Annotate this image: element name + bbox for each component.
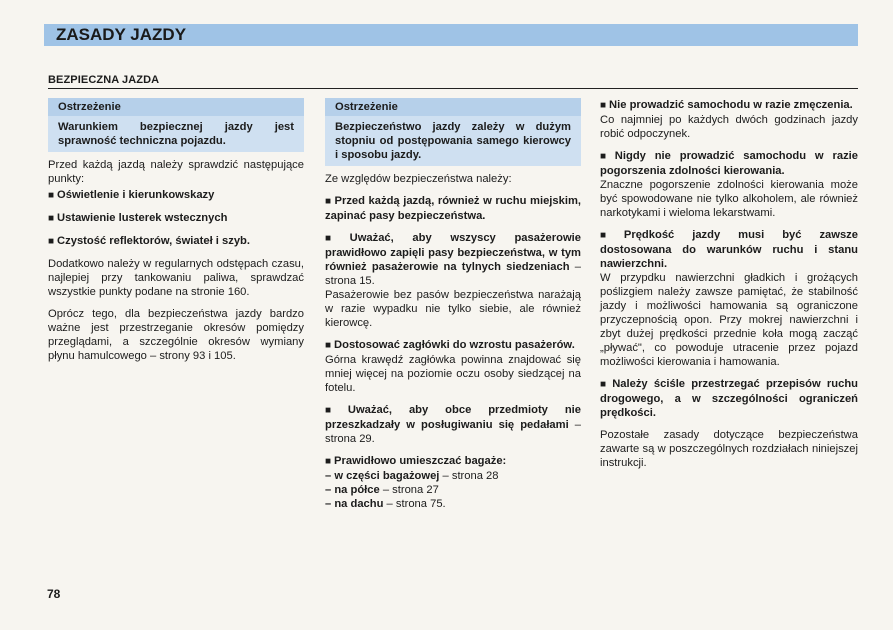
check-item: ■ Czystość reflektorów, świateł i szyb. (48, 235, 250, 247)
warning-text: Bezpieczeństwo jazdy zależy w dużym stopniu od postępowania samego kierowcy i sposobu jazdy. (335, 121, 571, 161)
column-3 (600, 98, 858, 478)
bullet-square-icon: ■ (600, 230, 621, 241)
rule-text: W przypdku nawierzchni gładkich i grożących poślizgiem należy zawsze pamiętać, że stabilność jazdy i możliwości hamowania są ograniczone przyczepnością opon. Przy mokrej nawierzchni i zbyt dużej prędkości przednie koła mogą zacząć „pływać", co powoduje utracenie przez pojazd możliwości kierowania i hamowania. (600, 272, 858, 368)
rule-item: ■ Należy ściśle przestrzegać przepisów ruchu drogowego, a w szczególności ograniczeń prędkości. (600, 378, 858, 419)
luggage-line: – na dachu – strona 75. (325, 498, 446, 510)
bullet-square-icon: ■ (325, 405, 345, 416)
closing-text: Pozostałe zasady dotyczące bezpieczeństwa zawarte są w poszczególnych rozdziałach niniejszej instrukcji. (600, 429, 858, 469)
intro-text: Ze względów bezpieczeństwa należy: (325, 173, 512, 185)
warning-title: Ostrzeżenie (325, 98, 581, 116)
rule-item: ■ Prawidłowo umieszczać bagaże: (325, 455, 507, 467)
section-heading: BEZPIECZNA JAZDA (48, 74, 160, 86)
rule-text: Pasażerowie bez pasów bezpieczeństwa narażają w razie wypadku nie tylko siebie, ale również kierowcę. (325, 289, 581, 329)
check-item: ■ Ustawienie lusterek wstecznych (48, 212, 228, 224)
bullet-square-icon: ■ (48, 236, 55, 247)
rule-item: ■ Dostosować zagłówki do wzrostu pasażerów. (325, 339, 575, 351)
page-title: ZASADY JAZDY (56, 25, 187, 44)
check-item: ■ Oświetlenie i kierunkowskazy (48, 189, 215, 201)
column-2 (325, 98, 581, 511)
warning-text: Warunkiem bezpiecznej jazdy jest sprawność techniczna pojazdu. (58, 121, 294, 147)
warning-box (48, 98, 304, 152)
bullet-square-icon: ■ (600, 379, 610, 390)
paragraph: Oprócz tego, dla bezpieczeństwa jazdy bardzo ważne jest przestrzeganie okresów pomiędzy przeglądami, a szczególnie okresów wymiany płynu hamulcowego – strony 93 i 105. (48, 308, 304, 362)
intro-text: Przed każdą jazdą należy sprawdzić następujące punkty: (48, 159, 304, 185)
section-divider (48, 88, 858, 89)
warning-box (325, 98, 581, 166)
bullet-square-icon: ■ (325, 196, 332, 207)
bullet-square-icon: ■ (48, 190, 55, 201)
rule-text: Co najmniej po każdych dwóch godzinach jazdy robić odpoczynek. (600, 114, 858, 140)
rule-item: ■ Nie prowadzić samochodu w razie zmęczenia. (600, 99, 853, 111)
paragraph: Dodatkowo należy w regularnych odstępach czasu, najlepiej przy tankowaniu paliwa, sprawdzać wszystkie punkty podane na stronie 160. (48, 258, 304, 298)
luggage-line: – na półce – strona 27 (325, 484, 439, 496)
rule-item: ■ Prędkość jazdy musi być zawsze dostosowana do warunków ruchu i stanu nawierzchni. (600, 229, 858, 270)
rule-item: ■ Nigdy nie prowadzić samochodu w razie pogorszenia zdolności kierowania. (600, 150, 858, 177)
rule-text: Znaczne pogorszenie zdolności kierowania może być spowodowane nie tylko alkoholem, ale również narkotykami i wieloma lekarstwami. (600, 179, 858, 219)
rule-item: ■ Uważać, aby obce przedmioty nie przeszkadzały w posługiwaniu się pedałami – strona 29. (325, 404, 581, 445)
rule-item: ■ Uważać, aby wszyscy pasażerowie prawidłowo zapięli pasy bezpieczeństwa, w tym również pasażerowie na tylnych siedzeniach – strona 15. (325, 232, 581, 287)
column-1 (48, 98, 304, 371)
page-number: 78 (47, 587, 61, 601)
rule-item: ■ Przed każdą jazdą, również w ruchu miejskim, zapinać pasy bezpieczeństwa. (325, 195, 582, 222)
bullet-square-icon: ■ (48, 213, 55, 224)
bullet-square-icon: ■ (600, 151, 612, 162)
bullet-square-icon: ■ (600, 100, 607, 111)
bullet-square-icon: ■ (325, 233, 347, 244)
bullet-square-icon: ■ (325, 340, 332, 351)
page-title-bar (44, 24, 858, 46)
warning-title: Ostrzeżenie (48, 98, 304, 116)
bullet-square-icon: ■ (325, 456, 332, 467)
luggage-line: – w części bagażowej – strona 28 (325, 470, 499, 482)
rule-text: Górna krawędź zagłówka powinna znajdować się mniej więcej na poziomie oczu osoby siedzącej na fotelu. (325, 354, 581, 394)
